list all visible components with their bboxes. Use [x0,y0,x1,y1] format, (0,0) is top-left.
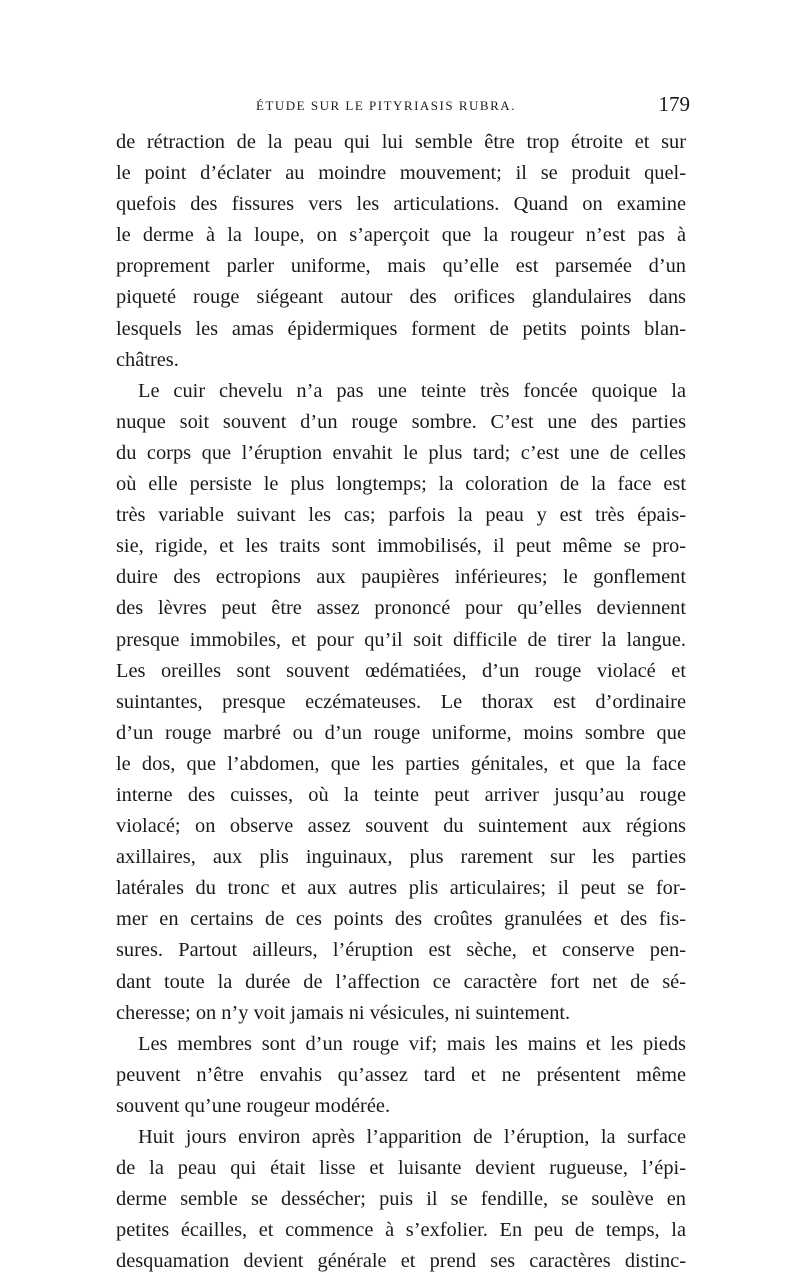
text-line: sie, rigide, et les traits sont immobilisés, il peut même se pro- [116,535,686,558]
text-line: mer en certains de ces points des croûtes granulées et des fis- [116,908,686,931]
text-line: quefois des fissures vers les articulations. Quand on examine [116,193,686,216]
text-line: Les oreilles sont souvent œdématiées, d’un rouge violacé et [116,659,686,682]
text-line: duire des ectropions aux paupières inférieures; le gonflement [116,566,686,589]
text-line: de la peau qui était lisse et luisante devient rugueuse, l’épi- [116,1157,686,1180]
text-line: peuvent n’être envahis qu’assez tard et ne présentent même [116,1063,686,1086]
text-line: châtres. [116,348,179,371]
page-header [116,92,690,122]
text-line: piqueté rouge siégeant autour des orifices glandulaires dans [116,286,686,309]
text-line: d’un rouge marbré ou d’un rouge uniforme, moins sombre que [116,721,686,744]
text-line: Huit jours environ après l’apparition de l’éruption, la surface [138,1126,686,1148]
text-line: suintantes, presque eczémateuses. Le thorax est d’ordinaire [116,690,686,713]
text-line: proprement parler uniforme, mais qu’elle est parsemée d’un [116,255,686,278]
text-line: violacé; on observe assez souvent du suintement aux régions [116,815,686,838]
text-line: petites écailles, et commence à s’exfolier. En peu de temps, la [116,1219,686,1242]
text-line: Les membres sont d’un rouge vif; mais les mains et les pieds [138,1032,686,1055]
text-line: des lèvres peut être assez prononcé pour qu’elles deviennent [116,597,686,620]
text-line: dant toute la durée de l’affection ce caractère fort net de sé- [116,970,686,993]
text-line: où elle persiste le plus longtemps; la coloration de la face est [116,473,686,496]
text-line: nuque soit souvent d’un rouge sombre. C’est une des parties [116,410,686,433]
body-text [116,127,686,1277]
text-line: le point d’éclater au moindre mouvement; il se produit quel- [116,162,686,185]
text-line: latérales du tronc et aux autres plis articulaires; il peut se for- [116,877,686,900]
text-line: très variable suivant les cas; parfois la peau y est très épais- [116,504,686,527]
text-line: lesquels les amas épidermiques forment de petits points blan- [116,317,686,340]
text-line: souvent qu’une rougeur modérée. [116,1094,391,1117]
text-line: du corps que l’éruption envahit le plus tard; c’est une de celles [116,441,686,464]
text-line: Le cuir chevelu n’a pas une teinte très foncée quoique la [138,379,686,402]
text-line: presque immobiles, et pour qu’il soit difficile de tirer la langue. [116,628,686,651]
text-line: interne des cuisses, où la teinte peut arriver jusqu’au rouge [116,783,686,806]
text-line: derme semble se dessécher; puis il se fendille, se soulève en [116,1188,686,1211]
text-line: sures. Partout ailleurs, l’éruption est sèche, et conserve pen- [116,939,686,962]
text-line: le derme à la loupe, on s’aperçoit que la rougeur n’est pas à [116,224,686,247]
text-line: axillaires, aux plis inguinaux, plus rarement sur les parties [116,846,686,869]
text-line: le dos, que l’abdomen, que les parties génitales, et que la face [116,752,686,775]
text-line: de rétraction de la peau qui lui semble être trop étroite et sur [116,131,686,153]
running-title: ÉTUDE SUR LE PITYRIASIS RUBRA. [256,98,516,113]
page-number: 179 [658,92,690,116]
text-line: desquamation devient générale et prend ses caractères distinc- [116,1250,686,1273]
text-line: cheresse; on n’y voit jamais ni vésicules, ni suintement. [116,1001,571,1024]
